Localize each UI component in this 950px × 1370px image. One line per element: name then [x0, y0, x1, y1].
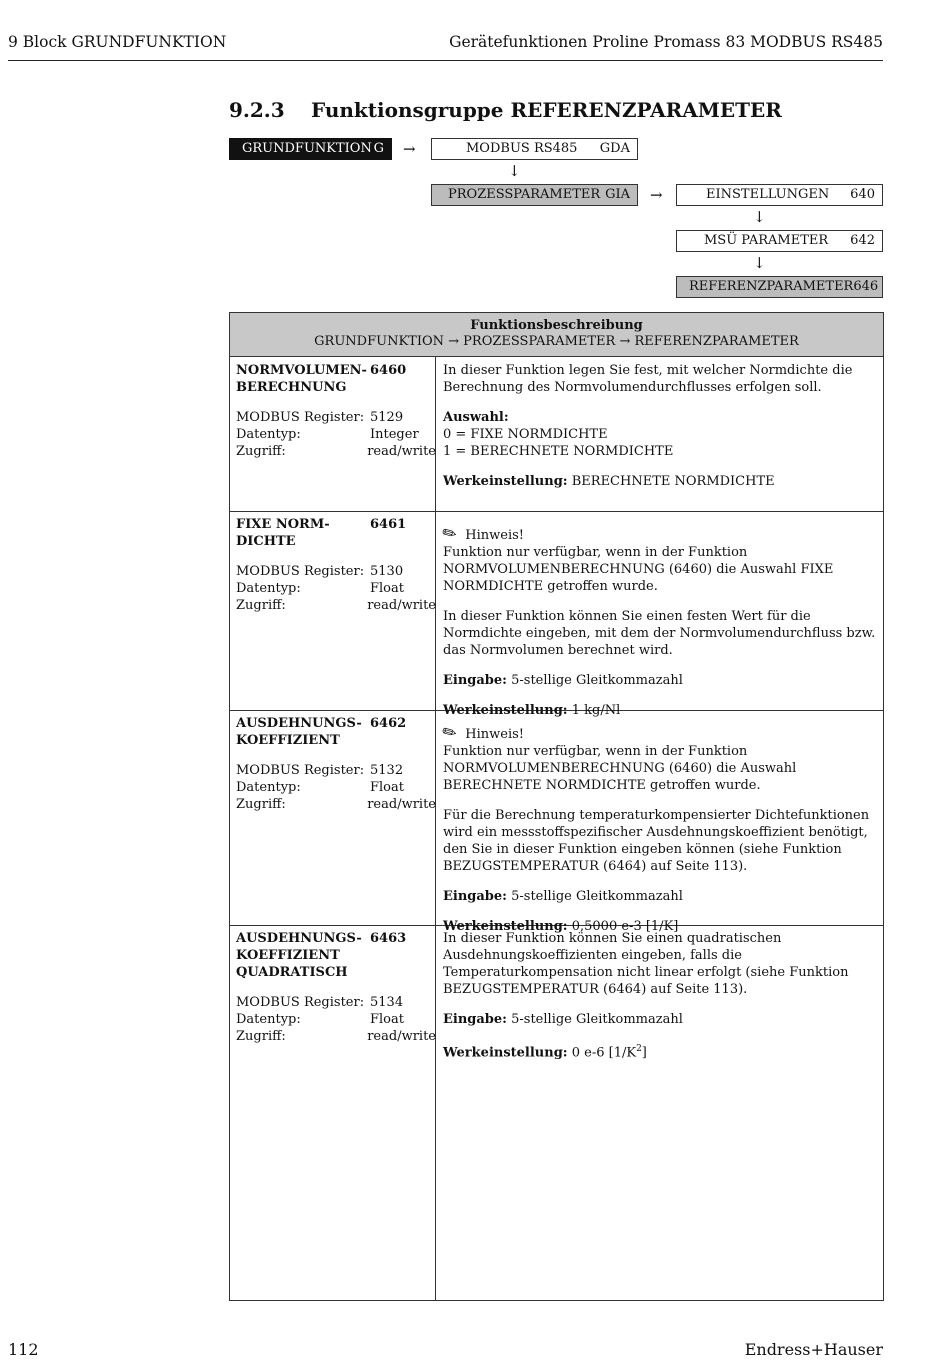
werk-value: 0 e-6 [1/K — [571, 1045, 637, 1061]
function-code: 6460 — [370, 363, 407, 378]
nav-label: MODBUS RS485 — [466, 141, 578, 156]
werk-value: 0,5000 e-3 [1/K] — [571, 919, 679, 934]
nav-code: GDA — [599, 141, 630, 156]
nav-label: EINSTELLUNGEN — [706, 187, 830, 202]
function-description — [443, 362, 879, 490]
note-text: Funktion nur verfügbar, wenn in der Funktion NORMVOLUMENBERECHNUNG (6460) die Auswahl BERECHNETE NORMDICHTE getroffen wurde. — [443, 744, 797, 793]
table-row — [230, 357, 883, 512]
werk-label: Werkeinstellung: — [443, 474, 568, 489]
access-value: read/write — [367, 1029, 436, 1044]
nav-modbus-box — [431, 138, 638, 160]
function-code: 6463 — [370, 931, 407, 946]
werk-value: 1 kg/Nl — [571, 703, 621, 718]
access-value: read/write — [367, 598, 436, 613]
type-value: Float — [370, 581, 404, 596]
nav-code: 642 — [850, 233, 875, 248]
function-meta — [230, 511, 436, 710]
register-value: 5134 — [370, 995, 404, 1010]
section-title — [229, 98, 782, 122]
access-value: read/write — [367, 797, 436, 812]
function-name: NORMVOLUMEN- BERECHNUNG — [236, 363, 367, 395]
arrow-down-icon: ↓ — [753, 208, 766, 226]
function-meta — [230, 357, 436, 511]
eingabe-label: Eingabe: — [443, 1012, 507, 1027]
type-label: Datentyp: — [236, 1012, 301, 1027]
table-row — [230, 925, 883, 1300]
function-meta — [230, 710, 436, 925]
register-label: MODBUS Register: — [236, 763, 365, 778]
register-label: MODBUS Register: — [236, 995, 365, 1010]
arrow-right-icon: → — [650, 186, 663, 204]
hinweis-label: Hinweis! — [465, 528, 524, 543]
type-value: Float — [370, 780, 404, 795]
register-info — [236, 762, 436, 813]
nav-msu-box — [676, 230, 883, 252]
description-text: In dieser Funktion können Sie einen quadratischen Ausdehnungskoeffizienten eingeben, falls die Temperaturkompensation nicht linear erfolgt (siehe Funktion BEZUGSTEMPERATUR (6464) auf Seite 113). — [443, 931, 849, 997]
register-info — [236, 409, 436, 460]
running-header-right: Gerätefunktionen Proline Promass 83 MODBUS RS485 — [449, 33, 883, 51]
nav-grundfunktion-box — [229, 138, 392, 160]
option-item: 1 = BERECHNETE NORMDICHTE — [443, 444, 674, 459]
nav-label: PROZESSPARAMETER — [448, 187, 601, 202]
note-text: Funktion nur verfügbar, wenn in der Funktion NORMVOLUMENBERECHNUNG (6460) die Auswahl FIXE NORMDICHTE getroffen wurde. — [443, 545, 834, 594]
header-rule — [8, 60, 883, 61]
function-code: 6462 — [370, 716, 407, 731]
nav-code: GIA — [605, 187, 630, 202]
description-text: Für die Berechnung temperaturkompensierter Dichtefunktionen wird ein messstoffspezifischer Ausdehnungskoeffizient benötigt, den Sie in dieser Funktion eingeben können (siehe Funktion BEZUGSTEMPERATUR (6464) auf Seite 113). — [443, 808, 870, 874]
table-row — [230, 511, 883, 718]
nav-referenz-box — [676, 276, 883, 298]
arrow-right-icon: → — [403, 140, 416, 158]
nav-code: 640 — [850, 187, 875, 202]
arrow-down-icon: ↓ — [508, 162, 521, 180]
running-header-left: 9 Block GRUNDFUNKTION — [8, 33, 227, 51]
type-label: Datentyp: — [236, 581, 301, 596]
function-meta — [230, 925, 436, 1300]
werk-label: Werkeinstellung: — [443, 1045, 568, 1061]
arrow-down-icon: ↓ — [753, 254, 766, 272]
auswahl-label: Auswahl: — [443, 410, 509, 425]
eingabe-label: Eingabe: — [443, 889, 507, 904]
register-info — [236, 563, 436, 614]
register-label: MODBUS Register: — [236, 410, 365, 425]
nav-einstellungen-box — [676, 184, 883, 206]
werk-bracket: ] — [641, 1045, 647, 1061]
table-header-title: Funktionsbeschreibung — [470, 318, 643, 333]
access-label: Zugriff: — [236, 598, 286, 613]
pencil-icon: ✎ — [438, 521, 462, 547]
function-description — [438, 521, 879, 719]
nav-code: G — [373, 141, 384, 156]
access-value: read/write — [367, 444, 436, 459]
section-number: 9.2.3 — [229, 98, 285, 122]
register-info — [236, 994, 436, 1045]
register-value: 5132 — [370, 763, 404, 778]
function-description — [443, 930, 879, 1061]
eingabe-label: Eingabe: — [443, 673, 507, 688]
hinweis-label: Hinweis! — [465, 727, 524, 742]
werk-superscript: 2 — [636, 1044, 642, 1054]
nav-label: REFERENZPARAMETER — [689, 279, 854, 294]
function-table — [229, 312, 884, 1301]
access-label: Zugriff: — [236, 1029, 286, 1044]
description-text: In dieser Funktion legen Sie fest, mit welcher Normdichte die Berechnung des Normvolumendurchflusses erfolgen soll. — [443, 363, 853, 395]
access-label: Zugriff: — [236, 444, 286, 459]
type-label: Datentyp: — [236, 780, 301, 795]
brand-name: Endress+Hauser — [744, 1340, 883, 1359]
nav-label: GRUNDFUNKTION — [242, 141, 372, 156]
type-value: Integer — [370, 427, 419, 442]
table-header — [230, 313, 883, 357]
nav-prozess-box — [431, 184, 638, 206]
table-header-path: GRUNDFUNKTION → PROZESSPARAMETER → REFERENZPARAMETER — [314, 334, 799, 349]
function-name: AUSDEHNUNGS- KOEFFIZIENT — [236, 716, 362, 748]
werk-label: Werkeinstellung: — [443, 703, 568, 718]
eingabe-value: 5-stellige Gleitkommazahl — [511, 1012, 683, 1027]
access-label: Zugriff: — [236, 797, 286, 812]
nav-code: 646 — [853, 279, 879, 294]
register-value: 5129 — [370, 410, 404, 425]
register-value: 5130 — [370, 564, 404, 579]
register-label: MODBUS Register: — [236, 564, 365, 579]
function-code: 6461 — [370, 517, 407, 532]
function-name: AUSDEHNUNGS- KOEFFIZIENT QUADRATISCH — [236, 931, 362, 980]
type-value: Float — [370, 1012, 404, 1027]
function-description — [438, 720, 879, 935]
description-text: In dieser Funktion können Sie einen festen Wert für die Normdichte eingeben, mit dem der Normvolumendurchfluss bzw. das Normvolumen berechnet wird. — [443, 609, 876, 658]
type-label: Datentyp: — [236, 427, 301, 442]
eingabe-value: 5-stellige Gleitkommazahl — [511, 889, 683, 904]
werk-value: BERECHNETE NORMDICHTE — [571, 474, 775, 489]
werk-label: Werkeinstellung: — [443, 919, 568, 934]
table-row — [230, 710, 883, 934]
pencil-icon: ✎ — [438, 720, 462, 746]
section-heading: Funktionsgruppe REFERENZPARAMETER — [311, 98, 782, 122]
page-number: 112 — [8, 1340, 39, 1359]
eingabe-value: 5-stellige Gleitkommazahl — [511, 673, 683, 688]
function-name: FIXE NORM- DICHTE — [236, 517, 330, 549]
option-item: 0 = FIXE NORMDICHTE — [443, 427, 608, 442]
nav-label: MSÜ PARAMETER — [704, 233, 829, 248]
